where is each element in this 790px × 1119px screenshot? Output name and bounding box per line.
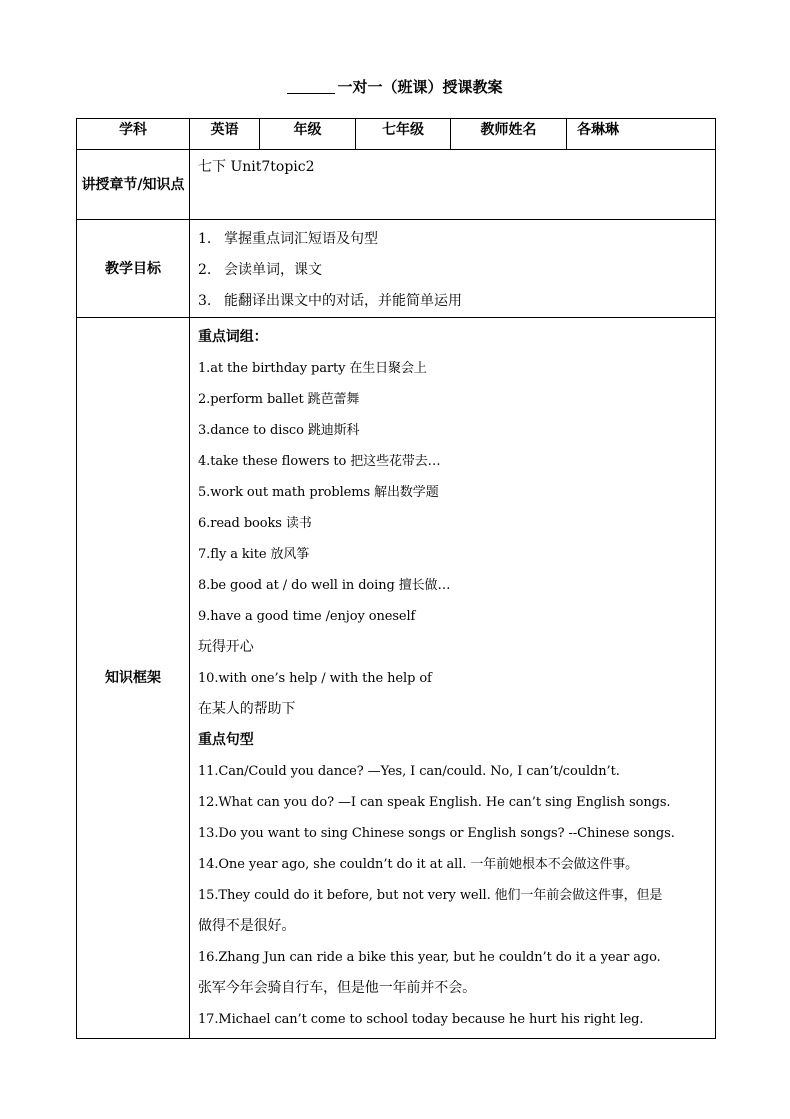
content-line: 做得不是很好。 — [198, 918, 296, 934]
topic-value: 七下 Unit7topic2 — [190, 150, 716, 220]
content-line: 14.One year ago, she couldn’t do it at all. 一年前她根本不会做这件事。 — [198, 857, 639, 872]
page-title — [0, 76, 790, 97]
content-line: 17.Michael can’t come to school today because he hurt his right leg. — [198, 1012, 644, 1027]
section-heading: 重点句型 — [198, 732, 254, 748]
teacher-value: 各琳琳 — [567, 119, 716, 150]
lesson-plan-table — [76, 118, 716, 1039]
content-line: 4.take these flowers to 把这些花带去… — [198, 454, 441, 469]
grade-value: 七年级 — [356, 119, 451, 150]
content-line: 在某人的帮助下 — [198, 701, 296, 717]
goal-number: 3. — [198, 293, 212, 309]
subject-label: 学科 — [77, 119, 190, 150]
goal-number: 1. — [198, 231, 212, 247]
goals-row — [77, 220, 716, 318]
content-line: 9.have a good time /enjoy oneself — [198, 609, 416, 624]
content-line: 13.Do you want to sing Chinese songs or English songs? --Chinese songs. — [198, 826, 675, 841]
goals-label: 教学目标 — [77, 220, 190, 318]
goal-text: 掌握重点词汇短语及句型 — [224, 231, 378, 247]
content-line: 6.read books 读书 — [198, 516, 312, 531]
goal-number: 2. — [198, 262, 212, 278]
content-line: 2.perform ballet 跳芭蕾舞 — [198, 392, 360, 407]
content-line: 8.be good at / do well in doing 擅长做… — [198, 578, 451, 593]
goal-item — [198, 286, 715, 317]
section-heading: 重点词组： — [198, 329, 268, 345]
content-line: 5.work out math problems 解出数学题 — [198, 485, 439, 500]
framework-row — [77, 318, 716, 1039]
teacher-label: 教师姓名 — [451, 119, 567, 150]
goal-text: 会读单词，课文 — [224, 262, 322, 278]
title-blank — [287, 93, 335, 94]
framework-content — [190, 318, 716, 1039]
content-line: 3.dance to disco 跳迪斯科 — [198, 423, 360, 438]
content-line: 11.Can/Could you dance? —Yes, I can/could. No, I can’t/couldn’t. — [198, 764, 620, 779]
content-line: 张军今年会骑自行车，但是他一年前并不会。 — [198, 980, 476, 996]
goal-text: 能翻译出课文中的对话，并能简单运用 — [224, 293, 462, 309]
content-line: 16.Zhang Jun can ride a bike this year, but he couldn’t do it a year ago. — [198, 950, 661, 965]
content-line: 15.They could do it before, but not very well. 他们一年前会做这件事，但是 — [198, 888, 663, 903]
header-row — [77, 119, 716, 150]
subject-value: 英语 — [190, 119, 260, 150]
grade-label: 年级 — [260, 119, 356, 150]
title-text: 一对一（班课）授课教案 — [337, 78, 503, 96]
content-line: 7.fly a kite 放风筝 — [198, 547, 310, 562]
goal-item — [198, 224, 715, 255]
content-line: 12.What can you do? —I can speak English. He can’t sing English songs. — [198, 795, 671, 810]
topic-row — [77, 150, 716, 220]
goal-item — [198, 255, 715, 286]
framework-label: 知识框架 — [77, 318, 190, 1039]
goals-list — [190, 220, 716, 318]
topic-label: 讲授章节/知识点 — [77, 150, 190, 220]
content-line: 1.at the birthday party 在生日聚会上 — [198, 361, 427, 376]
content-line: 玩得开心 — [198, 639, 254, 655]
content-line: 10.with one’s help / with the help of — [198, 671, 432, 686]
